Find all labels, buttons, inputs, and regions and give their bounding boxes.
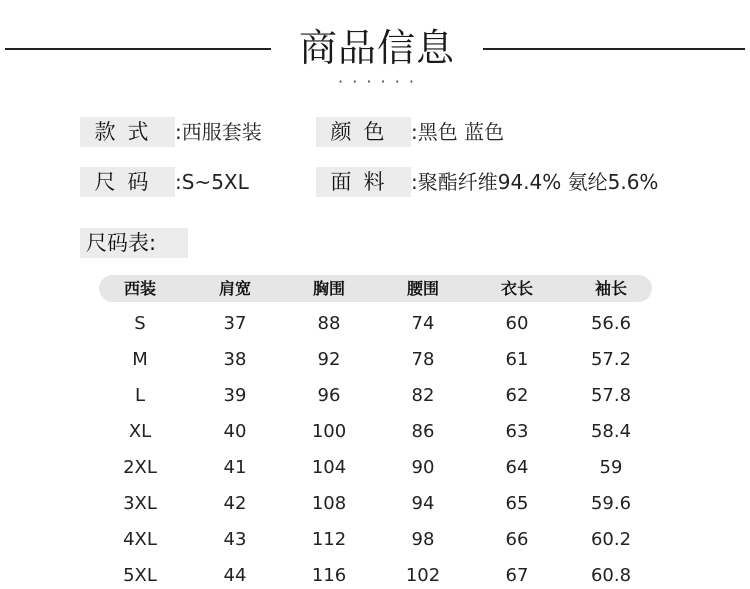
size-label: 尺码: [80, 167, 175, 197]
table-cell: 116: [311, 565, 347, 586]
table-cell: 42: [223, 493, 247, 514]
title-dots: · · · · · ·: [338, 72, 416, 91]
table-cell: 112: [311, 529, 347, 550]
table-row-size: 4XL: [123, 529, 157, 550]
table-cell: 38: [223, 349, 247, 370]
table-cell: 60: [505, 313, 529, 334]
table-row-size: 2XL: [123, 457, 157, 478]
color-value: :黑色 蓝色: [411, 120, 505, 144]
table-row-size: XL: [128, 421, 152, 442]
table-cell: 59.6: [590, 493, 632, 514]
table-cell: 62: [505, 385, 529, 406]
table-row-size: 5XL: [123, 565, 157, 586]
table-cell: 90: [411, 457, 435, 478]
table-cell: 78: [411, 349, 435, 370]
table-cell: 60.8: [590, 565, 632, 586]
table-header-cell: 肩宽: [218, 279, 251, 298]
table-cell: 82: [411, 385, 435, 406]
table-cell: 56.6: [590, 313, 632, 334]
table-cell: 92: [317, 349, 341, 370]
table-header-cell: 西装: [123, 279, 156, 298]
size-value: :S~5XL: [175, 170, 249, 194]
table-row-size: L: [134, 385, 146, 406]
style-label: 款式: [80, 117, 175, 147]
table-cell: 94: [411, 493, 435, 514]
table-cell: 44: [223, 565, 247, 586]
page-title: 商品信息: [298, 26, 455, 70]
table-cell: 102: [405, 565, 441, 586]
table-cell: 100: [311, 421, 347, 442]
table-cell: 37: [223, 313, 247, 334]
table-cell: 66: [505, 529, 529, 550]
table-header-cell: 衣长: [500, 279, 533, 298]
table-header-cell: 胸围: [312, 279, 345, 298]
table-cell: 58.4: [590, 421, 632, 442]
table-cell: 57.2: [590, 349, 632, 370]
table-cell: 39: [223, 385, 247, 406]
table-cell: 86: [411, 421, 435, 442]
title-divider-right: [483, 48, 745, 50]
fabric-label: 面料: [316, 167, 411, 197]
table-cell: 88: [317, 313, 341, 334]
table-header-cell: 腰围: [406, 279, 439, 298]
title-divider-left: [5, 48, 271, 50]
table-cell: 104: [311, 457, 347, 478]
table-cell: 98: [411, 529, 435, 550]
table-row-size: 3XL: [123, 493, 157, 514]
table-cell: 63: [505, 421, 529, 442]
style-value: :西服套装: [175, 120, 262, 144]
table-cell: 61: [505, 349, 529, 370]
size-chart-title: 尺码表:: [80, 228, 188, 258]
table-cell: 40: [223, 421, 247, 442]
table-cell: 59: [599, 457, 623, 478]
table-cell: 108: [311, 493, 347, 514]
table-cell: 60.2: [590, 529, 632, 550]
table-cell: 64: [505, 457, 529, 478]
table-cell: 41: [223, 457, 247, 478]
table-cell: 57.8: [590, 385, 632, 406]
table-row-size: M: [132, 349, 148, 370]
fabric-value: :聚酯纤维94.4% 氨纶5.6%: [411, 170, 659, 194]
table-cell: 74: [411, 313, 435, 334]
table-cell: 96: [317, 385, 341, 406]
table-row-size: S: [134, 313, 146, 334]
table-cell: 43: [223, 529, 247, 550]
table-header-cell: 袖长: [594, 279, 627, 298]
table-cell: 67: [505, 565, 529, 586]
color-label: 颜色: [316, 117, 411, 147]
table-cell: 65: [505, 493, 529, 514]
